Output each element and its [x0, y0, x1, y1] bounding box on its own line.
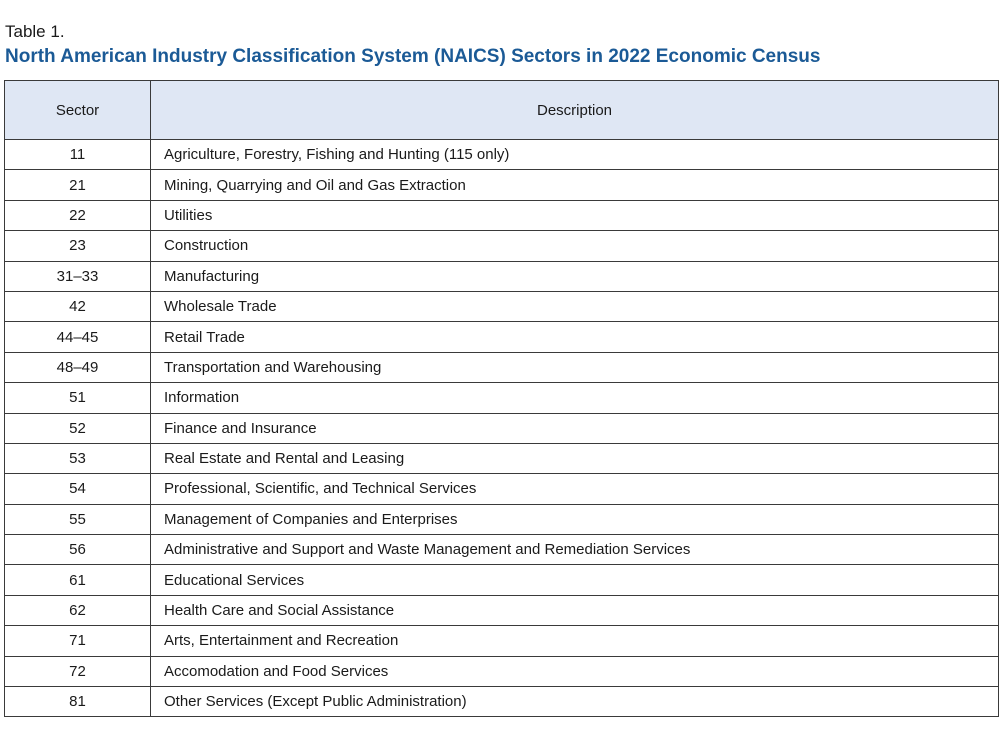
sector-description: Health Care and Social Assistance	[151, 595, 999, 625]
sector-code: 51	[5, 383, 151, 413]
table-row	[5, 383, 999, 413]
table-row	[5, 291, 999, 321]
sector-description: Accomodation and Food Services	[151, 656, 999, 686]
sector-code: 21	[5, 170, 151, 200]
sector-description: Utilities	[151, 200, 999, 230]
sector-description: Information	[151, 383, 999, 413]
sector-code: 56	[5, 535, 151, 565]
table-row	[5, 474, 999, 504]
sector-description: Agriculture, Forestry, Fishing and Hunting (115 only)	[151, 140, 999, 170]
sector-code: 72	[5, 656, 151, 686]
table-title: North American Industry Classification System (NAICS) Sectors in 2022 Economic Census	[5, 46, 821, 67]
sector-code: 31–33	[5, 261, 151, 291]
table-row	[5, 140, 999, 170]
table-row	[5, 504, 999, 534]
table-row	[5, 170, 999, 200]
sector-description: Manufacturing	[151, 261, 999, 291]
table-row	[5, 565, 999, 595]
table-row	[5, 322, 999, 352]
sector-description: Arts, Entertainment and Recreation	[151, 626, 999, 656]
table-row	[5, 200, 999, 230]
sector-description: Retail Trade	[151, 322, 999, 352]
sector-description: Construction	[151, 231, 999, 261]
sector-code: 42	[5, 291, 151, 321]
sector-code: 71	[5, 626, 151, 656]
sector-code: 48–49	[5, 352, 151, 382]
sector-code: 62	[5, 595, 151, 625]
sector-description: Real Estate and Rental and Leasing	[151, 443, 999, 473]
sector-description: Educational Services	[151, 565, 999, 595]
sector-code: 11	[5, 140, 151, 170]
table-row	[5, 687, 999, 717]
sector-description: Other Services (Except Public Administration)	[151, 687, 999, 717]
table-row	[5, 261, 999, 291]
header-row	[5, 81, 999, 140]
naics-sectors-table	[4, 80, 999, 717]
table-row	[5, 595, 999, 625]
sector-description: Administrative and Support and Waste Management and Remediation Services	[151, 535, 999, 565]
sector-code: 22	[5, 200, 151, 230]
header-description: Description	[151, 81, 999, 140]
sector-code: 44–45	[5, 322, 151, 352]
sector-code: 61	[5, 565, 151, 595]
table-body	[5, 140, 999, 717]
table-row	[5, 626, 999, 656]
table-row	[5, 231, 999, 261]
sector-description: Transportation and Warehousing	[151, 352, 999, 382]
sector-code: 54	[5, 474, 151, 504]
sector-code: 81	[5, 687, 151, 717]
sector-description: Professional, Scientific, and Technical Services	[151, 474, 999, 504]
sector-code: 55	[5, 504, 151, 534]
table-row	[5, 443, 999, 473]
sector-code: 23	[5, 231, 151, 261]
sector-description: Mining, Quarrying and Oil and Gas Extraction	[151, 170, 999, 200]
table-row	[5, 413, 999, 443]
table-row	[5, 535, 999, 565]
table-row	[5, 352, 999, 382]
sector-description: Finance and Insurance	[151, 413, 999, 443]
sector-description: Management of Companies and Enterprises	[151, 504, 999, 534]
table-row	[5, 656, 999, 686]
header-sector: Sector	[5, 81, 151, 140]
table-header	[5, 81, 999, 140]
sector-code: 52	[5, 413, 151, 443]
sector-description: Wholesale Trade	[151, 291, 999, 321]
sector-code: 53	[5, 443, 151, 473]
table-caption-label: Table 1.	[5, 22, 65, 41]
